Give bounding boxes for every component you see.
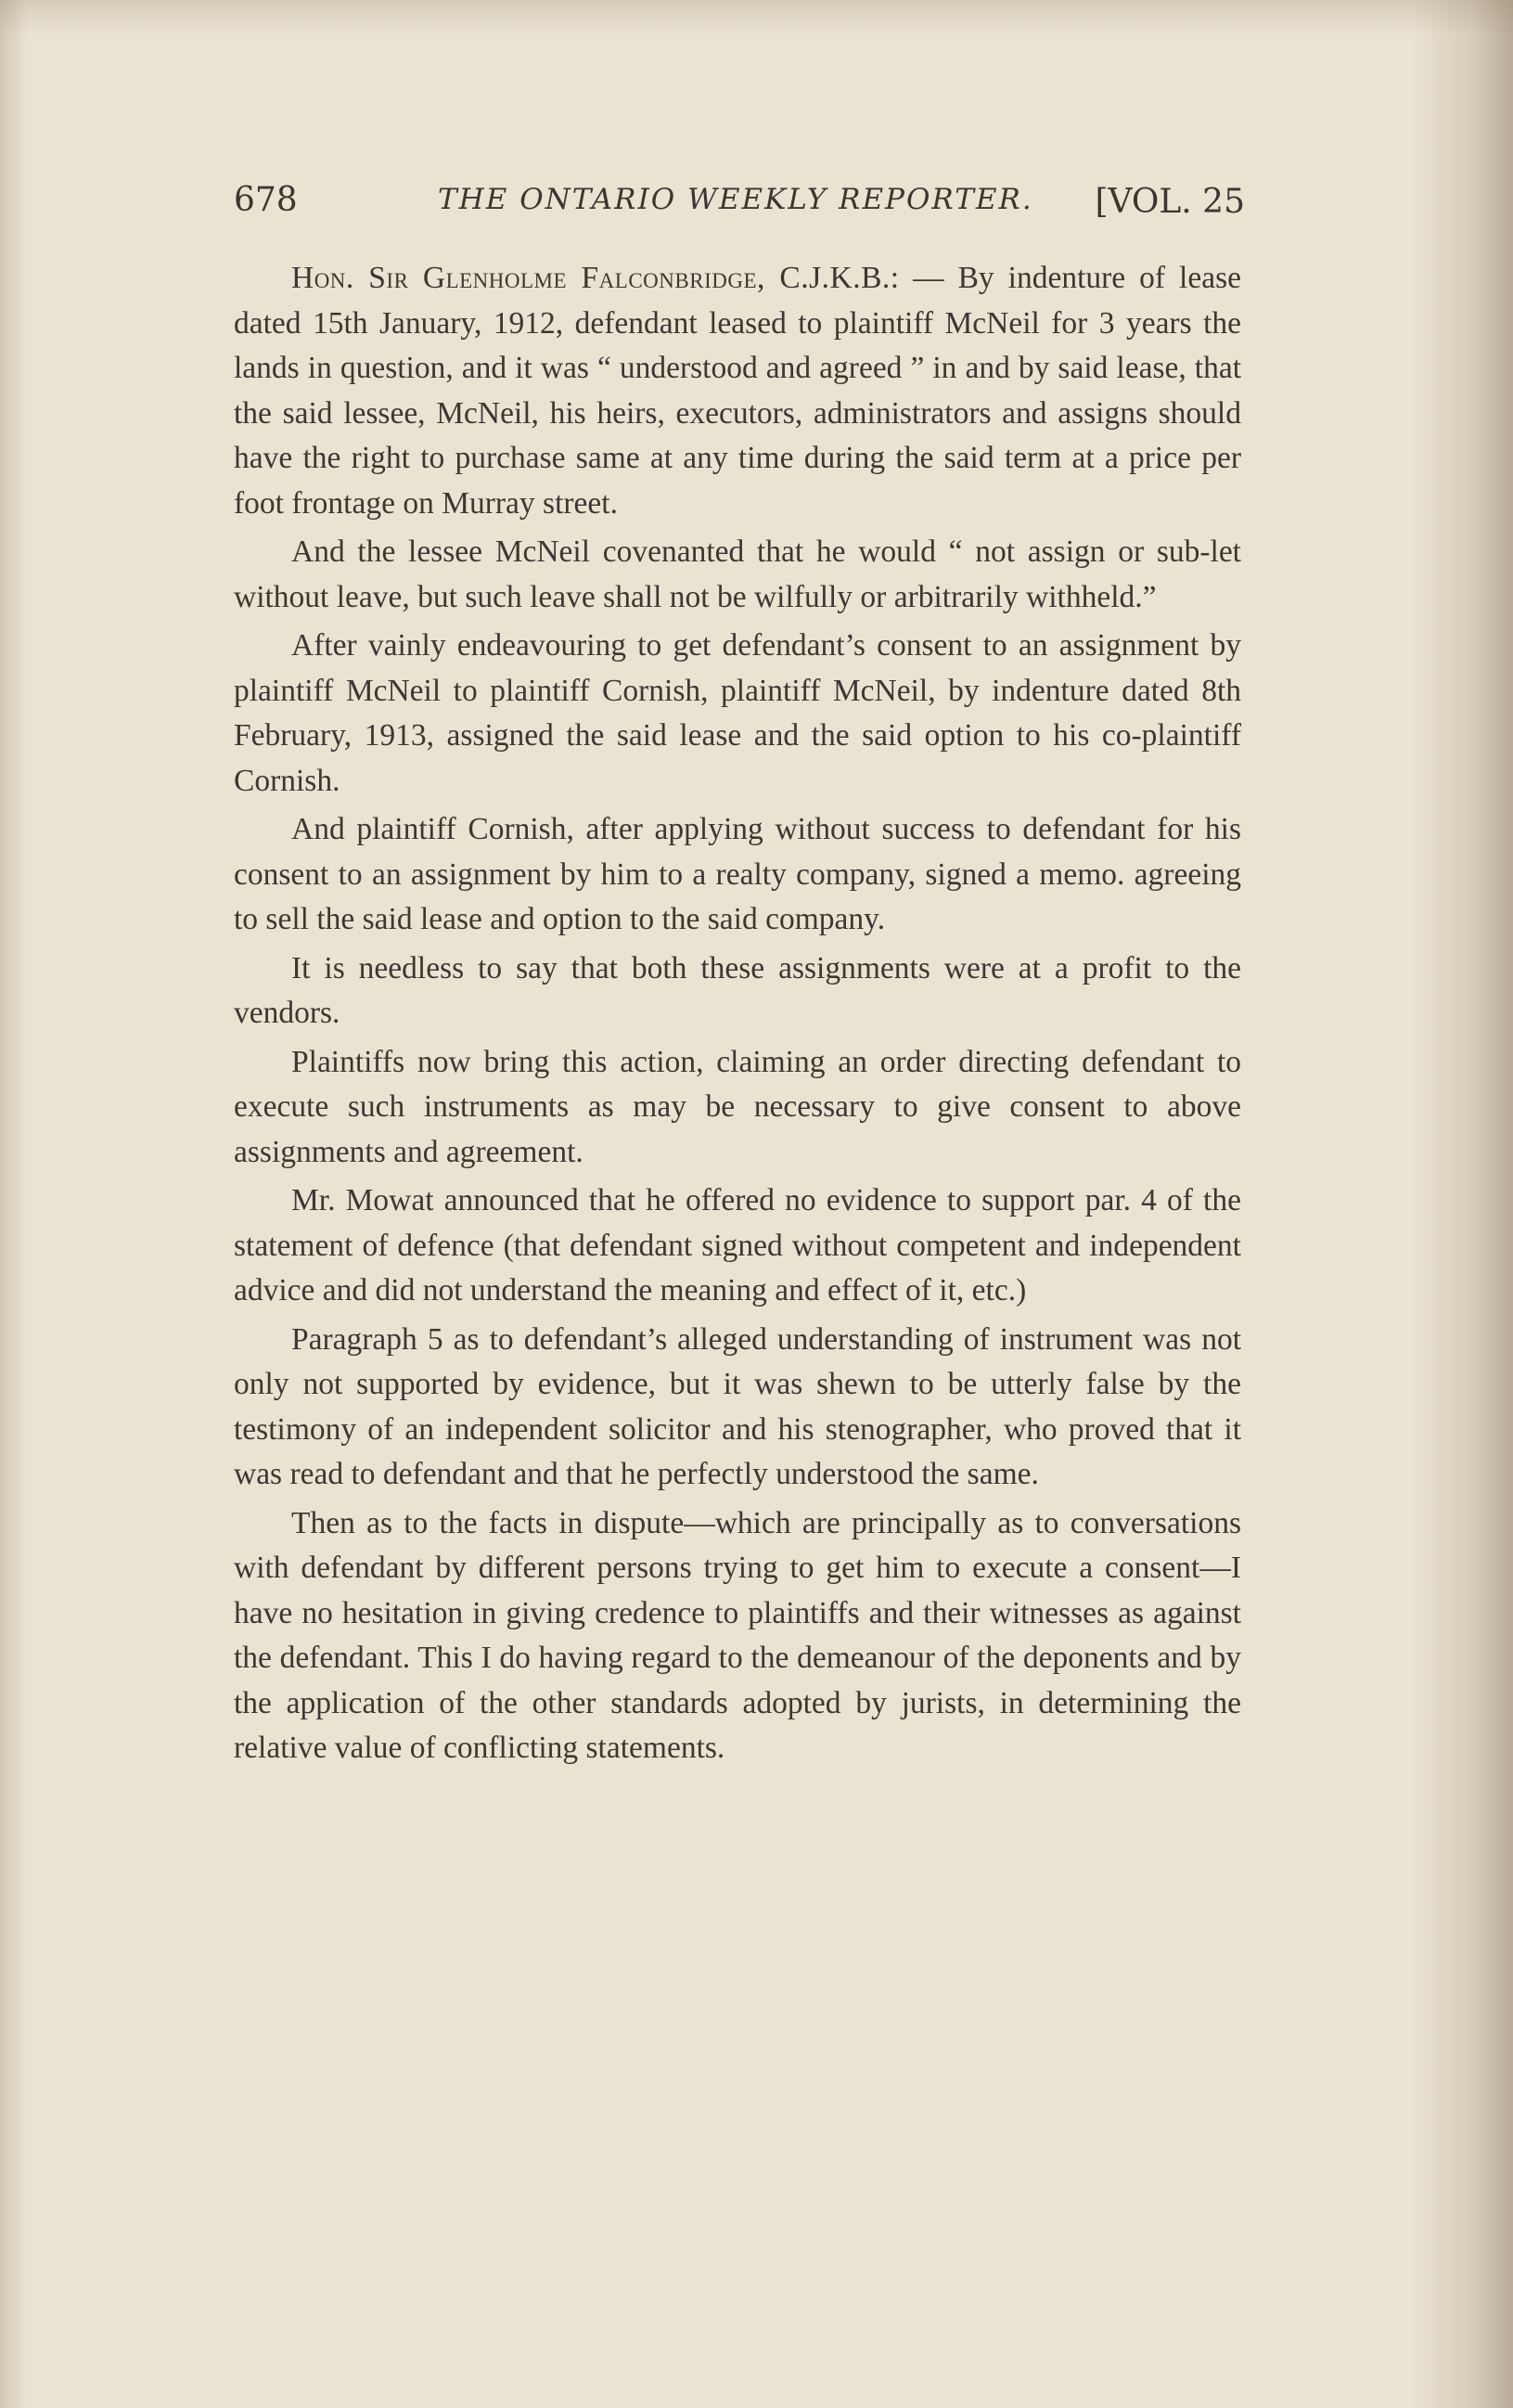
page-number: 678 xyxy=(234,181,298,219)
paragraph-text: : — By indenture of lease dated 15th January, 1912, defendant leased to plaintiff McNeil for 3 years the lands in question, and it was “ understood and agreed ” in and by said lease, that the said lessee, McNeil, his heirs, executors, administrators and assigns should have the right to purchase same at any time during the said term at a price per foot frontage on Murray street. xyxy=(234,261,1241,521)
judgment-text xyxy=(234,256,1241,1775)
running-title: THE ONTARIO WEEKLY REPORTER. xyxy=(438,183,1033,216)
paragraph: It is needless to say that both these assignments were at a profit to the vendors. xyxy=(234,950,1241,1030)
volume-label: [VOL. 25 xyxy=(1095,183,1245,221)
paragraph: Then as to the facts in dispute—which are principally as to conversations with defendant by different persons trying to get him to execute a consent—I have no hesitation in giving credence to plaintiffs and their witnesses as against the defendant. This I do having regard to the demeanour of the deponents and by the application of the other standards adopted by jurists, in determining the relative value of conflicting statements. xyxy=(234,1505,1241,1765)
paragraph: And plaintiff Cornish, after applying without success to defendant for his consent to an assignment by him to a realty company, signed a memo. agreeing to sell the said lease and option to the said company. xyxy=(234,812,1241,936)
page-left-edge xyxy=(0,0,28,2408)
paragraph: And the lessee McNeil covenanted that he would “ not assign or sub-let without leave, but such leave shall not be wilfully or arbitrarily withheld.” xyxy=(234,534,1241,614)
page-top-edge xyxy=(0,0,1513,37)
running-header xyxy=(234,181,1245,237)
judge-name: Hon. Sir Glenholme Falconbridge, C.J.K.B. xyxy=(291,261,891,295)
page-right-edge xyxy=(1411,0,1513,2408)
paragraph: Mr. Mowat announced that he offered no evidence to support par. 4 of the statement of defence (that defendant signed without competent and independent advice and did not understand the meaning and effect of it, etc.) xyxy=(234,1183,1241,1307)
paragraph: After vainly endeavouring to get defendant’s consent to an assignment by plaintiff McNeil to plaintiff Cornish, plaintiff McNeil, by indenture dated 8th February, 1913, assigned the said lease and the said option to his co-plaintiff Cornish. xyxy=(234,628,1241,798)
paragraph xyxy=(234,256,1241,526)
paragraph: Paragraph 5 as to defendant’s alleged understanding of instrument was not only not supported by evidence, but it was shewn to be utterly false by the testimony of an independent solicitor and his stenographer, who proved that it was read to defendant and that he perfectly understood the same. xyxy=(234,1321,1241,1491)
paragraph: Plaintiffs now bring this action, claiming an order directing defendant to execute such instruments as may be necessary to give consent to above assignments and agreement. xyxy=(234,1044,1241,1169)
